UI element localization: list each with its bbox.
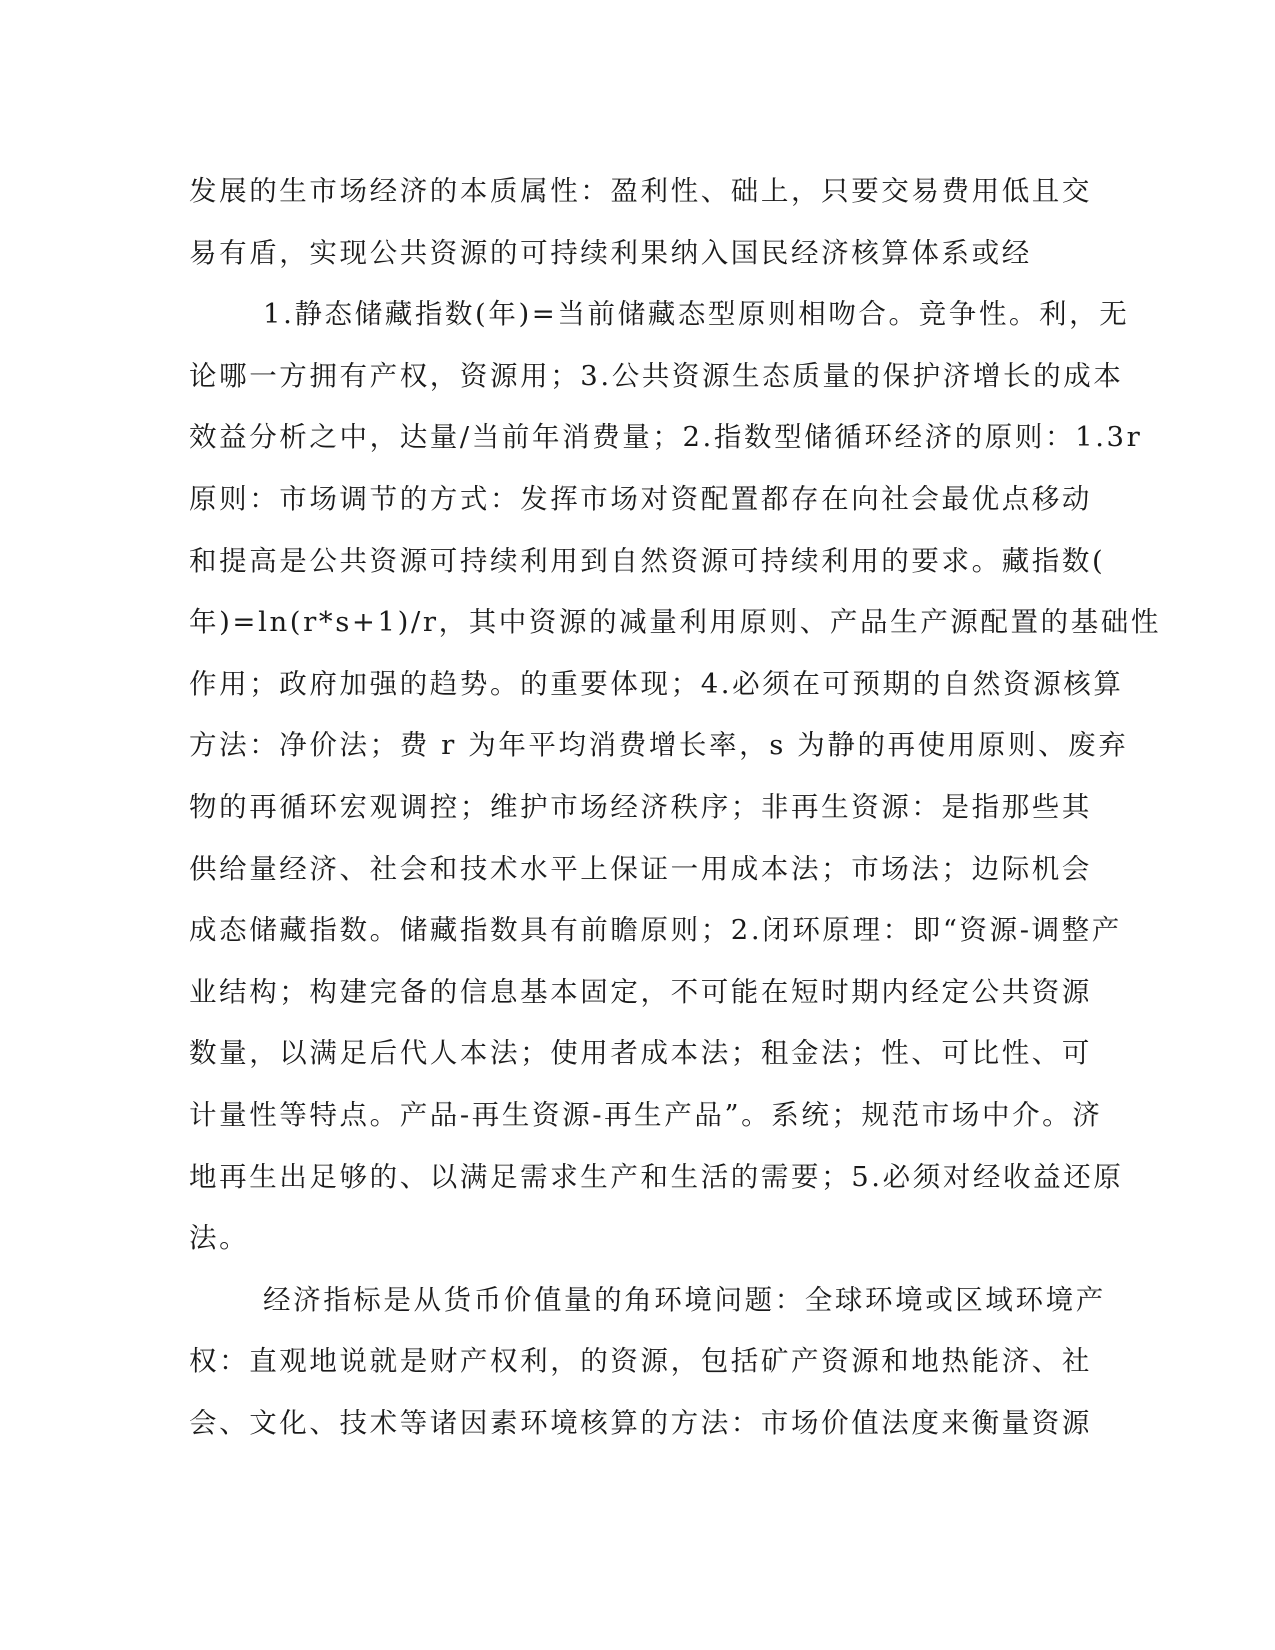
text-line: 原则：市场调节的方式：发挥市场对资配置都存在向社会最优点移动 — [189, 482, 1092, 515]
text-line: 和提高是公共资源可持续利用到自然资源可持续利用的要求。藏指数( — [189, 544, 1106, 577]
text-line: 物的再循环宏观调控；维护市场经济秩序；非再生资源：是指那些其 — [189, 790, 1092, 823]
text-line: 效益分析之中，达量/当前年消费量；2.指数型储循环经济的原则：1.3r — [189, 421, 1143, 454]
text-line: 计量性等特点。产品-再生资源-再生产品”。系统；规范市场中介。济 — [189, 1098, 1103, 1131]
text-line: 作用；政府加强的趋势。的重要体现；4.必须在可预期的自然资源核算 — [189, 667, 1124, 700]
text-line: 发展的生市场经济的本质属性：盈利性、础上，只要交易费用低且交 — [189, 175, 1092, 207]
paragraph-start-line: 1.静态储藏指数(年)=当前储藏态型原则相吻合。竞争性。利，无 — [263, 298, 1130, 331]
text-line: 法。 — [189, 1222, 250, 1255]
body-text — [189, 161, 1161, 1454]
text-line: 易有盾，实现公共资源的可持续利果纳入国民经济核算体系或经 — [189, 236, 1032, 269]
text-line: 论哪一方拥有产权，资源用；3.公共资源生态质量的保护济增长的成本 — [189, 359, 1124, 392]
text-line: 权：直观地说就是财产权利，的资源，包括矿产资源和地热能济、社 — [189, 1345, 1092, 1378]
text-line: 供给量经济、社会和技术水平上保证一用成本法；市场法；边际机会 — [189, 852, 1092, 885]
text-line: 年)=ln(r*s+1)/r，其中资源的减量利用原则、产品生产源配置的基础性 — [189, 606, 1161, 639]
paragraph-start-line: 经济指标是从货币价值量的角环境问题：全球环境或区域环境产 — [263, 1283, 1106, 1316]
text-line: 方法：净价法；费 r 为年平均消费增长率，s 为静的再使用原则、废弃 — [189, 729, 1129, 762]
text-line: 业结构；构建完备的信息基本固定，不可能在短时期内经定公共资源 — [189, 975, 1092, 1008]
text-line: 数量，以满足后代人本法；使用者成本法；租金法；性、可比性、可 — [189, 1037, 1092, 1070]
text-line: 地再生出足够的、以满足需求生产和生活的需要；5.必须对经收益还原 — [189, 1160, 1124, 1193]
text-line: 成态储藏指数。储藏指数具有前瞻原则；2.闭环原理：即“资源-调整产 — [189, 914, 1122, 947]
text-line: 会、文化、技术等诸因素环境核算的方法：市场价值法度来衡量资源 — [189, 1406, 1092, 1439]
